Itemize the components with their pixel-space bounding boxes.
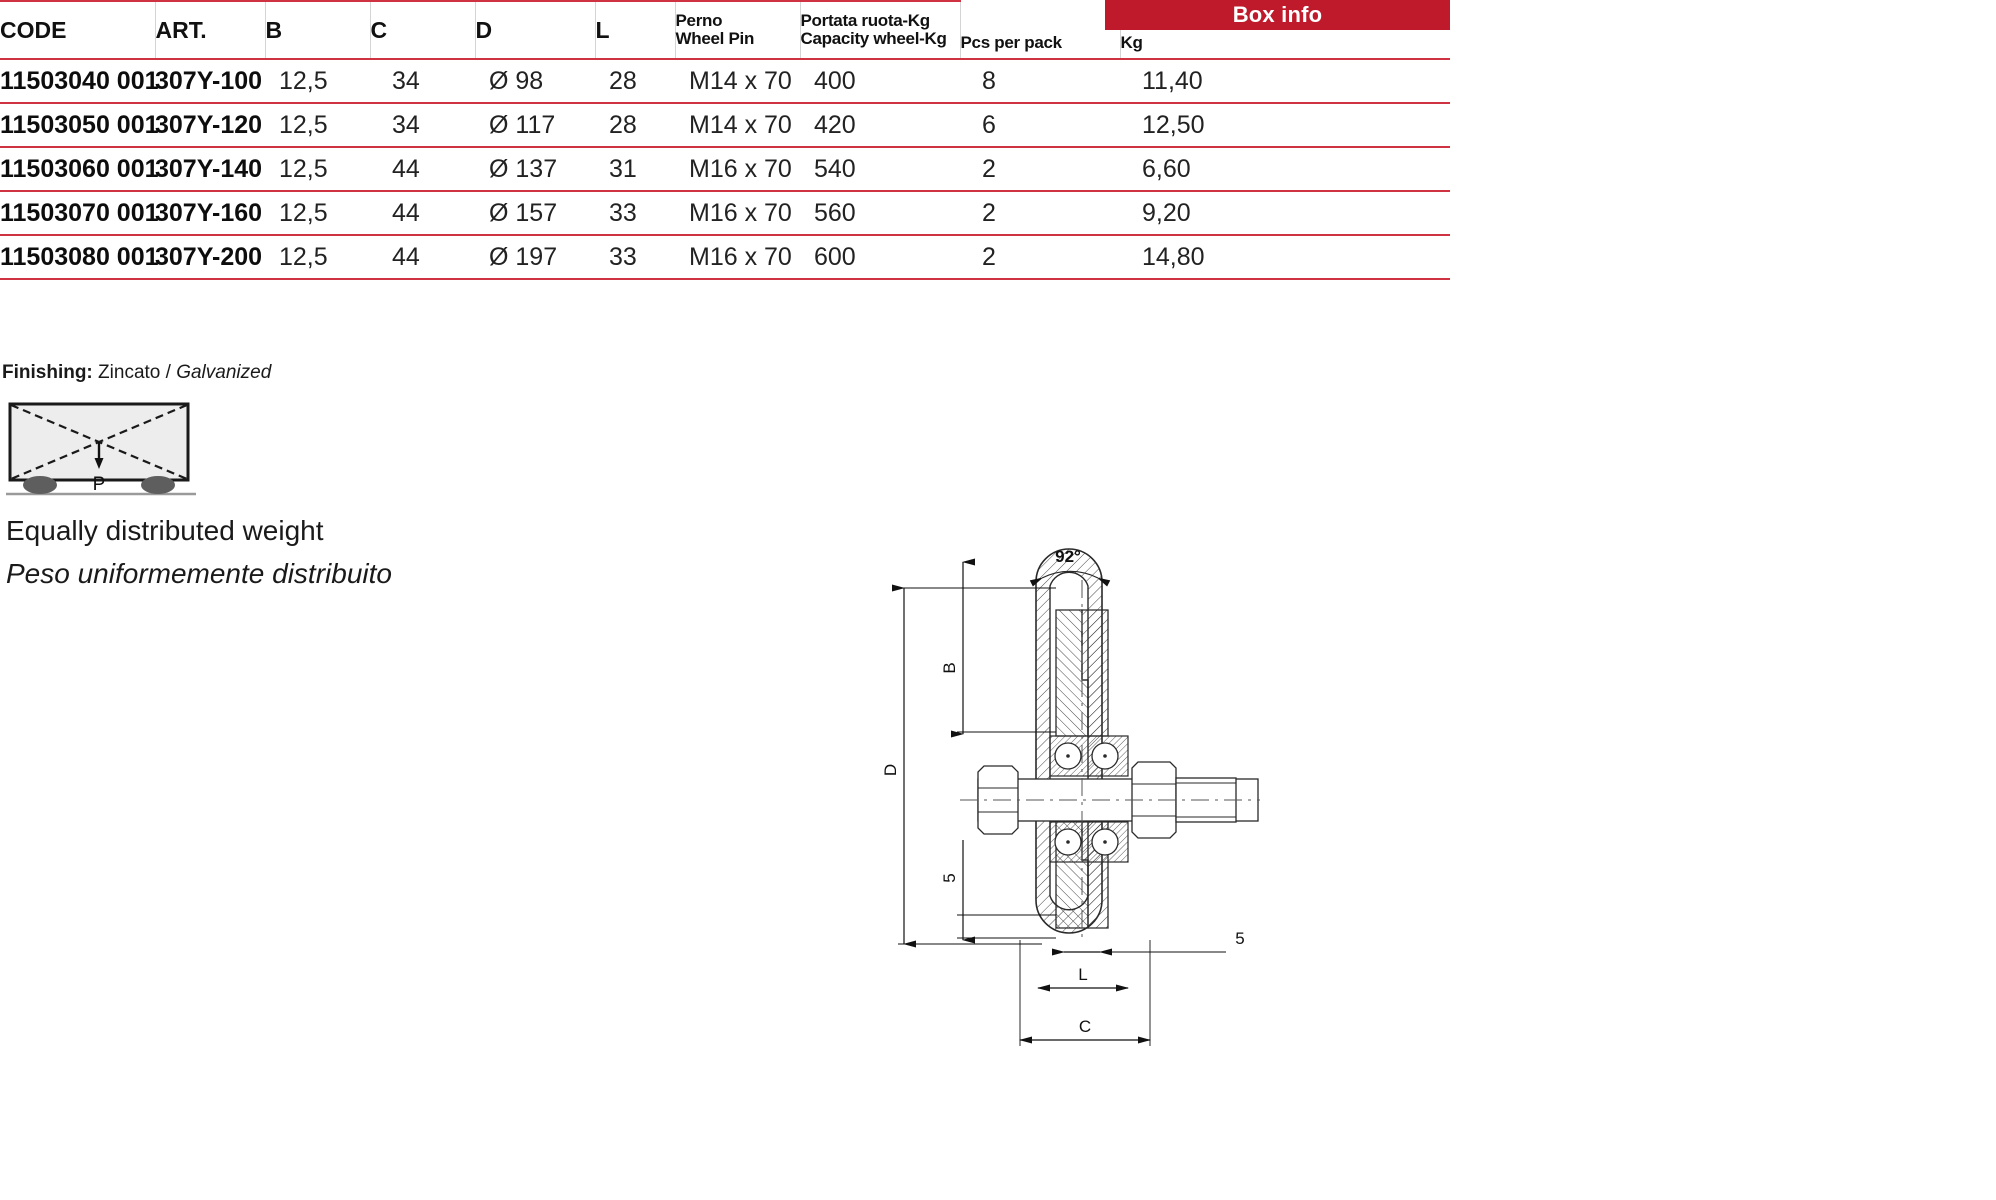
cell-c: 44 — [370, 235, 475, 279]
column-header-b-label: B — [265, 16, 283, 43]
label-dimension-c: C — [1078, 1017, 1092, 1036]
wheel-technical-drawing — [860, 540, 1460, 1036]
column-header-wheel-pin-it: Perno — [675, 11, 723, 31]
column-header-c — [370, 1, 475, 59]
label-dimension-l: L — [1078, 965, 1088, 984]
column-header-b — [265, 1, 370, 59]
cell-code: 11503060 001 — [0, 147, 155, 191]
column-header-code — [0, 1, 155, 59]
technical-drawing-svg — [860, 540, 1460, 1036]
column-header-kg-label: Kg — [1120, 33, 1143, 53]
cell-capacity: 420 — [800, 103, 960, 147]
cell-art: 307Y-200 — [155, 235, 265, 279]
wheel-left — [23, 476, 57, 494]
label-dimension-b: B — [940, 662, 959, 674]
cell-art: 307Y-120 — [155, 103, 265, 147]
cell-l: 33 — [595, 191, 675, 235]
cell-pin: M16 x 70 — [675, 147, 800, 191]
ball-center-ul — [1066, 754, 1070, 758]
finishing-value-it: Zincato — [98, 362, 161, 383]
wheel-right — [141, 476, 175, 494]
table-row — [0, 59, 1450, 103]
cell-kg: 12,50 — [1120, 103, 1450, 147]
cell-d: Ø 137 — [475, 147, 595, 191]
cell-art: 307Y-160 — [155, 191, 265, 235]
column-header-l-label: L — [595, 16, 610, 43]
cell-kg: 6,60 — [1120, 147, 1450, 191]
cell-pin: M14 x 70 — [675, 103, 800, 147]
cell-kg: 14,80 — [1120, 235, 1450, 279]
cell-art: 307Y-140 — [155, 147, 265, 191]
load-caption-italian: Peso uniformemente distribuito — [6, 558, 392, 589]
column-header-l — [595, 1, 675, 59]
finishing-line — [2, 362, 271, 384]
cell-d: Ø 117 — [475, 103, 595, 147]
cell-l: 28 — [595, 103, 675, 147]
cell-capacity: 400 — [800, 59, 960, 103]
cell-d: Ø 98 — [475, 59, 595, 103]
table-body — [0, 59, 1450, 279]
cell-code: 11503080 001 — [0, 235, 155, 279]
force-label-p: P — [92, 474, 106, 495]
cell-code: 11503040 001 — [0, 59, 155, 103]
ball-center-lr — [1103, 840, 1107, 844]
column-header-c-label: C — [370, 16, 388, 43]
cell-c: 44 — [370, 147, 475, 191]
column-header-art-label: ART. — [155, 16, 207, 43]
equally-distributed-load-diagram — [6, 400, 196, 500]
cell-pcs: 2 — [960, 235, 1120, 279]
cell-kg: 9,20 — [1120, 191, 1450, 235]
cell-l: 28 — [595, 59, 675, 103]
cell-code: 11503070 001 — [0, 191, 155, 235]
cell-art: 307Y-100 — [155, 59, 265, 103]
cell-c: 44 — [370, 191, 475, 235]
column-header-capacity-en: Capacity wheel-Kg — [800, 29, 947, 48]
table-row — [0, 103, 1450, 147]
column-header-capacity — [800, 1, 960, 59]
column-header-d-label: D — [475, 16, 493, 43]
cell-kg: 11,40 — [1120, 59, 1450, 103]
column-header-wheel-pin-en: Wheel Pin — [675, 29, 755, 48]
cell-pcs: 2 — [960, 147, 1120, 191]
cell-l: 33 — [595, 235, 675, 279]
cell-code: 11503050 001 — [0, 103, 155, 147]
ball-center-ur — [1103, 754, 1107, 758]
cell-capacity: 540 — [800, 147, 960, 191]
cell-b: 12,5 — [265, 59, 370, 103]
cell-b: 12,5 — [265, 103, 370, 147]
finishing-label: Finishing: — [2, 362, 93, 383]
cell-pin: M14 x 70 — [675, 59, 800, 103]
label-dimension-5-right: 5 — [1235, 929, 1245, 948]
box-info-group-header: Box info — [1105, 0, 1450, 30]
label-angle-92: 92° — [1055, 547, 1081, 566]
cell-c: 34 — [370, 59, 475, 103]
table-row — [0, 191, 1450, 235]
load-diagram-svg — [6, 400, 196, 500]
column-header-pcs-per-pack-label: Pcs per pack — [960, 33, 1062, 53]
product-spec-table — [0, 0, 1450, 280]
cell-l: 31 — [595, 147, 675, 191]
cell-d: Ø 157 — [475, 191, 595, 235]
cell-capacity: 600 — [800, 235, 960, 279]
label-dimension-5-left: 5 — [940, 873, 959, 883]
column-header-art — [155, 1, 265, 59]
cell-b: 12,5 — [265, 147, 370, 191]
cell-b: 12,5 — [265, 235, 370, 279]
load-caption-english: Equally distributed weight — [6, 515, 324, 546]
column-header-pcs-per-pack — [960, 1, 1120, 59]
cell-pcs: 6 — [960, 103, 1120, 147]
cell-pcs: 2 — [960, 191, 1120, 235]
cell-pcs: 8 — [960, 59, 1120, 103]
column-header-code-label: CODE — [0, 16, 67, 43]
table-row — [0, 147, 1450, 191]
cell-capacity: 560 — [800, 191, 960, 235]
ball-center-ll — [1066, 840, 1070, 844]
cell-pin: M16 x 70 — [675, 191, 800, 235]
finishing-separator: / — [165, 362, 171, 383]
column-header-capacity-it: Portata ruota-Kg — [800, 11, 930, 31]
table-row — [0, 235, 1450, 279]
cell-b: 12,5 — [265, 191, 370, 235]
cell-pin: M16 x 70 — [675, 235, 800, 279]
cell-d: Ø 197 — [475, 235, 595, 279]
label-dimension-d: D — [881, 763, 900, 777]
column-header-d — [475, 1, 595, 59]
cell-c: 34 — [370, 103, 475, 147]
spec-table-container — [0, 0, 1450, 280]
column-header-wheel-pin — [675, 1, 800, 59]
finishing-value-en: Galvanized — [176, 362, 272, 383]
